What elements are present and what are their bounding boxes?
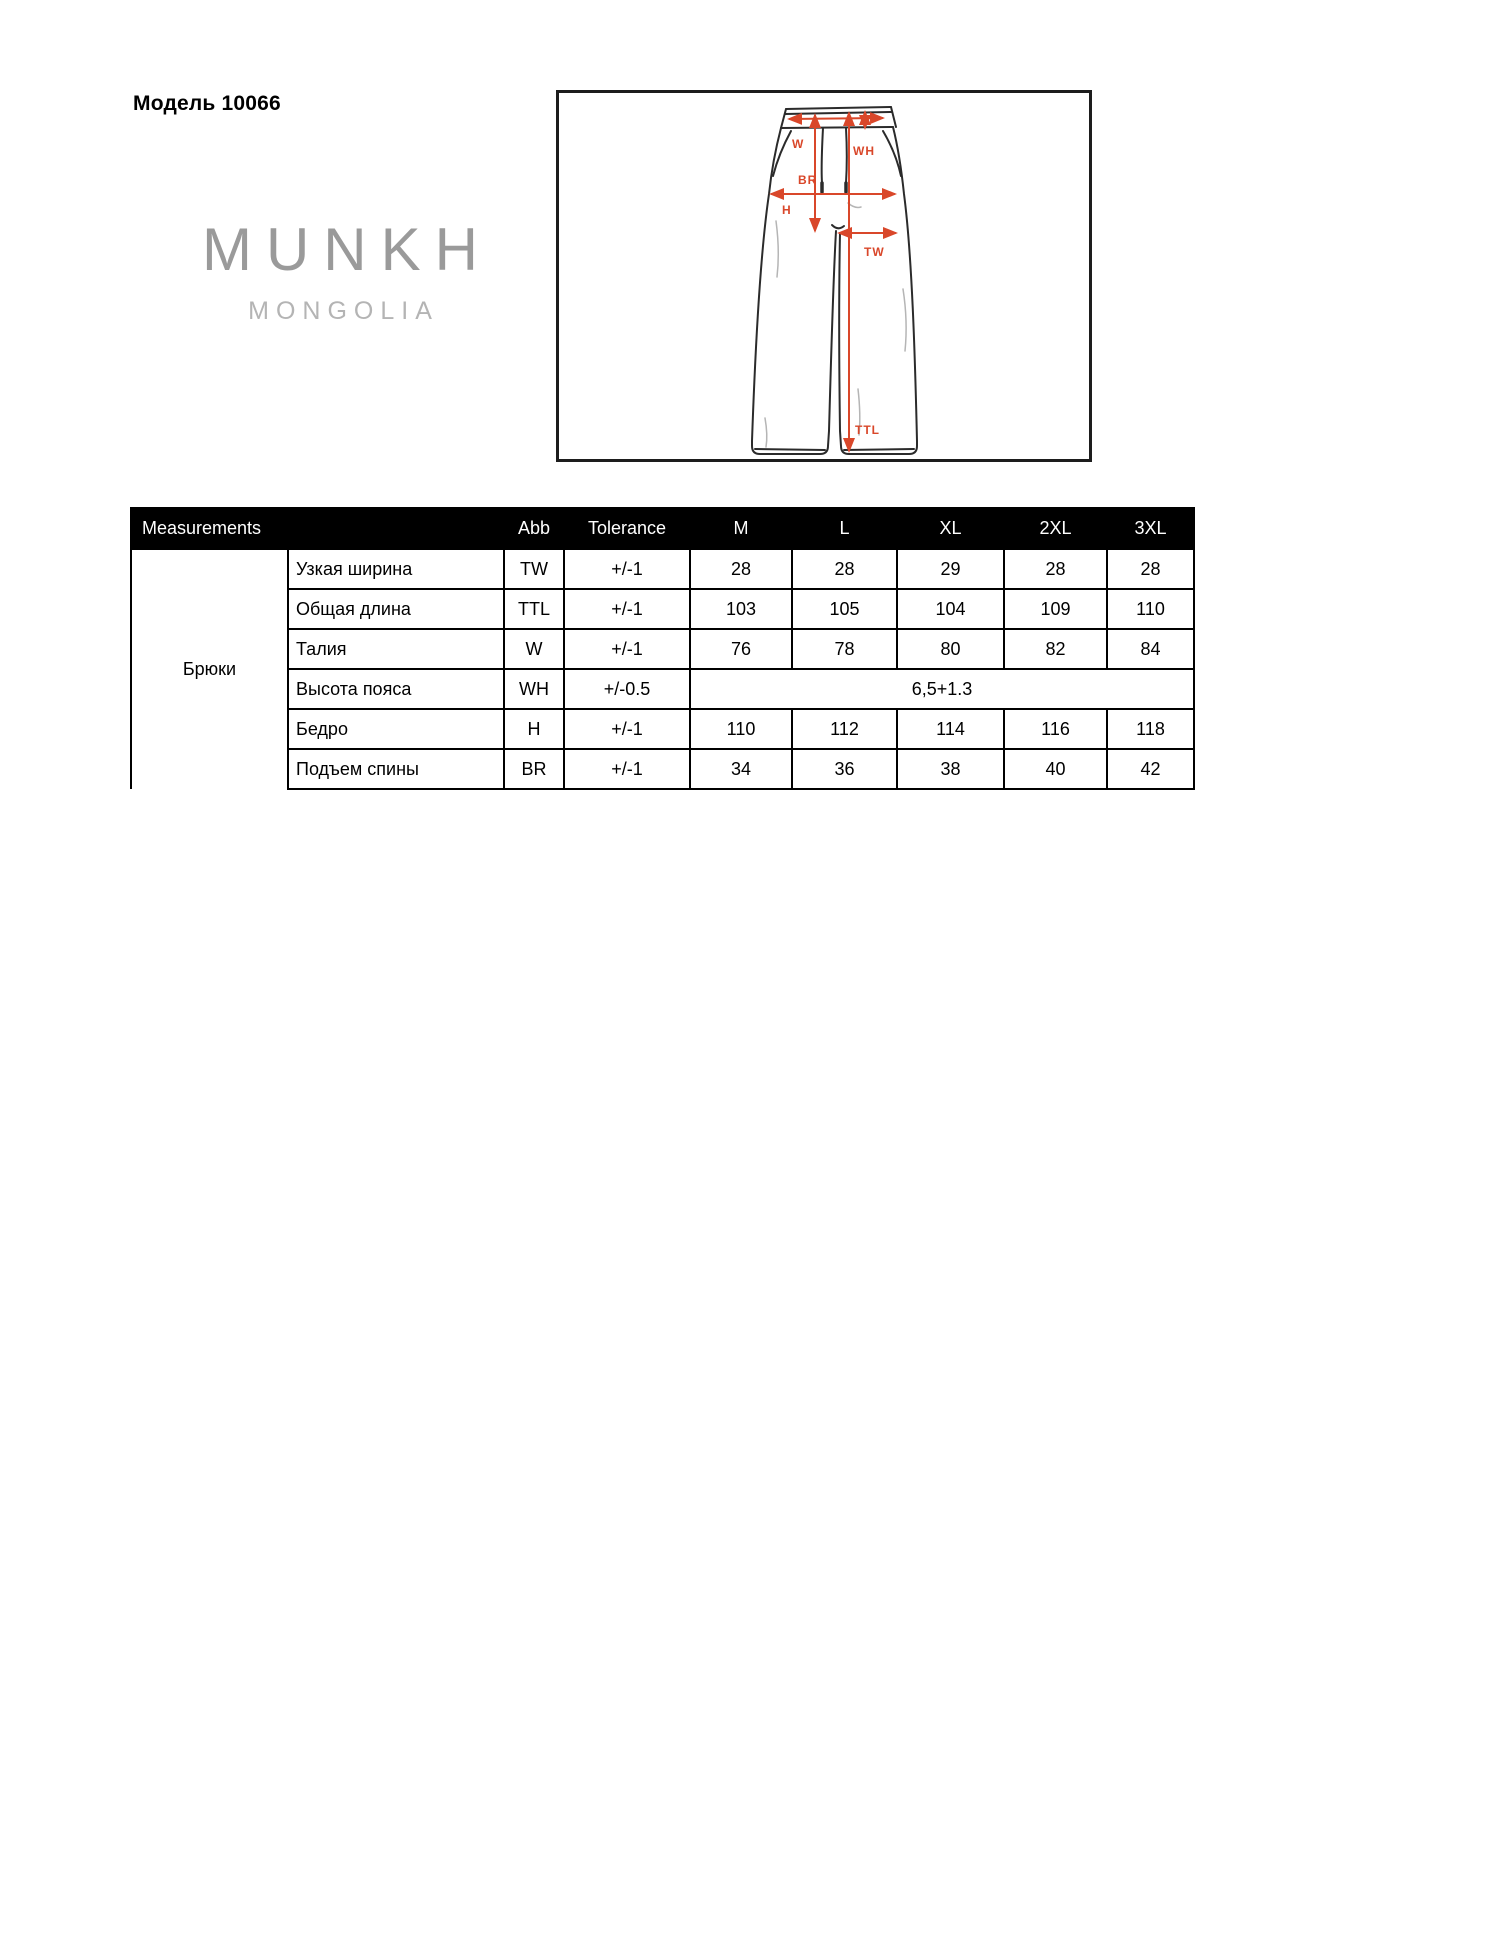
row-value: 110 — [690, 709, 792, 749]
table-row — [131, 709, 1194, 749]
brand-logo: MUNKH — [202, 216, 492, 283]
row-value: 42 — [1107, 749, 1194, 789]
row-value: 28 — [792, 549, 897, 589]
row-abb: TW — [504, 549, 564, 589]
header-tolerance: Tolerance — [564, 508, 690, 549]
row-value: 114 — [897, 709, 1004, 749]
row-name: Подъем спины — [288, 749, 504, 789]
header-size-xl: XL — [897, 508, 1004, 549]
diagram-label-ttl: TTL — [855, 423, 880, 437]
row-value: 116 — [1004, 709, 1107, 749]
group-cell: Брюки — [131, 549, 288, 789]
row-name: Талия — [288, 629, 504, 669]
diagram-label-br: BR — [798, 173, 818, 187]
measurements-table — [130, 507, 1195, 790]
row-abb: WH — [504, 669, 564, 709]
row-tolerance: +/-1 — [564, 749, 690, 789]
row-abb: BR — [504, 749, 564, 789]
row-value: 76 — [690, 629, 792, 669]
page-title: Модель 10066 — [133, 92, 281, 115]
pants-outline — [752, 107, 917, 454]
row-value: 28 — [1107, 549, 1194, 589]
row-value: 34 — [690, 749, 792, 789]
table-row — [131, 589, 1194, 629]
row-value: 28 — [690, 549, 792, 589]
diagram-label-h: H — [782, 203, 792, 217]
table-row — [131, 669, 1194, 709]
row-value: 38 — [897, 749, 1004, 789]
row-value: 118 — [1107, 709, 1194, 749]
table-header-row — [131, 508, 1194, 549]
row-value: 112 — [792, 709, 897, 749]
row-value: 110 — [1107, 589, 1194, 629]
row-name: Высота пояса — [288, 669, 504, 709]
row-tolerance: +/-1 — [564, 629, 690, 669]
row-abb: W — [504, 629, 564, 669]
row-merged-value: 6,5+1.3 — [690, 669, 1194, 709]
diagram-label-wh: WH — [853, 144, 875, 158]
row-name: Узкая ширина — [288, 549, 504, 589]
row-value: 103 — [690, 589, 792, 629]
header-size-m: M — [690, 508, 792, 549]
row-value: 105 — [792, 589, 897, 629]
row-name: Бедро — [288, 709, 504, 749]
brand-subtitle: MONGOLIA — [248, 297, 439, 325]
header-size-3xl: 3XL — [1107, 508, 1194, 549]
header-abb: Abb — [504, 508, 564, 549]
header-size-2xl: 2XL — [1004, 508, 1107, 549]
header-measurements: Measurements — [131, 508, 504, 549]
row-tolerance: +/-1 — [564, 589, 690, 629]
row-value: 40 — [1004, 749, 1107, 789]
row-value: 29 — [897, 549, 1004, 589]
row-value: 78 — [792, 629, 897, 669]
diagram-label-w: W — [792, 137, 805, 151]
row-value: 80 — [897, 629, 1004, 669]
row-value: 109 — [1004, 589, 1107, 629]
table-row — [131, 629, 1194, 669]
row-value: 84 — [1107, 629, 1194, 669]
row-value: 104 — [897, 589, 1004, 629]
pants-diagram-frame — [556, 90, 1092, 462]
row-name: Общая длина — [288, 589, 504, 629]
header-size-l: L — [792, 508, 897, 549]
row-value: 82 — [1004, 629, 1107, 669]
diagram-label-tw: TW — [864, 245, 885, 259]
pants-line-art — [559, 93, 1089, 459]
brand-block — [168, 216, 512, 326]
w-arrow — [789, 118, 883, 119]
table-row — [131, 549, 1194, 589]
row-value: 28 — [1004, 549, 1107, 589]
row-tolerance: +/-1 — [564, 549, 690, 589]
row-abb: H — [504, 709, 564, 749]
row-tolerance: +/-1 — [564, 709, 690, 749]
row-tolerance: +/-0.5 — [564, 669, 690, 709]
table-row — [131, 749, 1194, 789]
row-abb: TTL — [504, 589, 564, 629]
row-value: 36 — [792, 749, 897, 789]
